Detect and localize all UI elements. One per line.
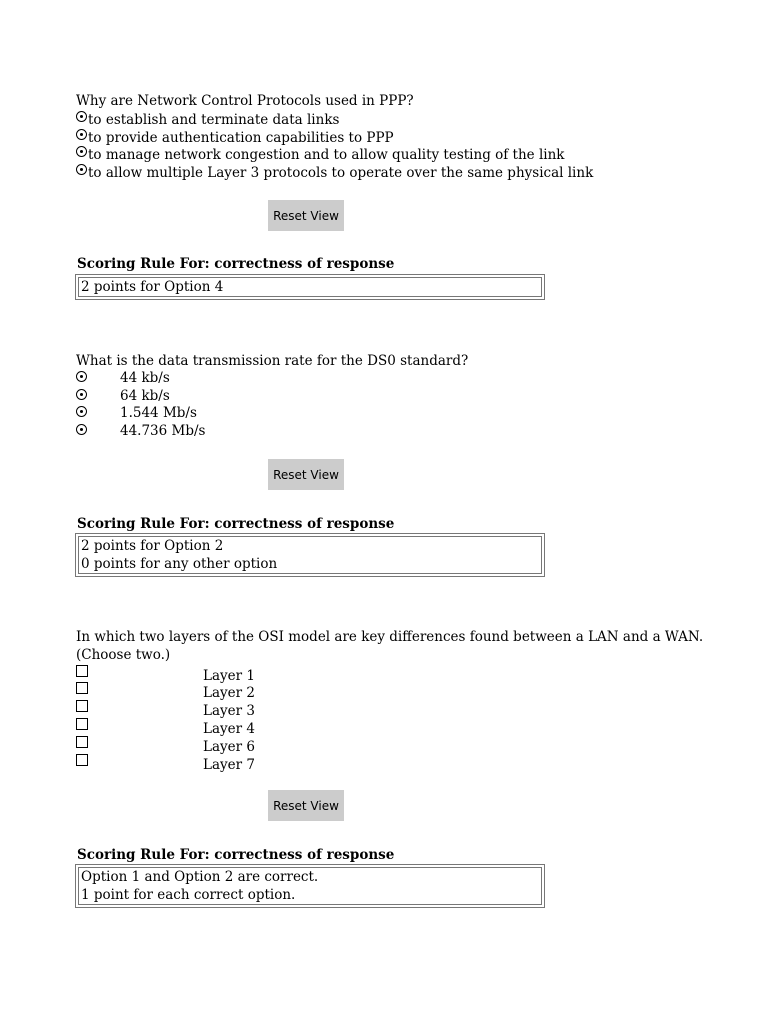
checkbox-icon[interactable] xyxy=(76,736,88,748)
radio-button-icon[interactable] xyxy=(76,146,87,157)
option-label: 64 kb/s xyxy=(120,387,170,404)
q2-scoring-box xyxy=(75,533,545,577)
option-label: 1.544 Mb/s xyxy=(120,405,197,422)
radio-button-icon[interactable] xyxy=(76,406,87,417)
option-label: Layer 7 xyxy=(203,756,255,773)
radio-button-icon[interactable] xyxy=(76,389,87,400)
option-label: 44.736 Mb/s xyxy=(120,423,206,440)
question-1 xyxy=(76,93,696,182)
q2-option-4[interactable] xyxy=(76,424,696,442)
q3-option-6[interactable] xyxy=(76,754,696,772)
q2-option-3[interactable] xyxy=(76,406,696,424)
q1-scoring-box xyxy=(75,274,545,300)
radio-button-icon[interactable] xyxy=(76,111,87,122)
option-label: Layer 4 xyxy=(203,720,255,737)
checkbox-icon[interactable] xyxy=(76,700,88,712)
option-label: 44 kb/s xyxy=(120,369,170,386)
scoring-line: 1 point for each correct option. xyxy=(81,887,296,903)
scoring-line: 2 points for Option 2 xyxy=(81,538,224,554)
checkbox-icon[interactable] xyxy=(76,718,88,730)
q1-option-3[interactable] xyxy=(76,146,696,164)
q1-reset-view-button[interactable]: Reset View xyxy=(268,200,344,231)
q2-option-1[interactable] xyxy=(76,371,696,389)
radio-button-icon[interactable] xyxy=(76,371,87,382)
q3-option-5[interactable] xyxy=(76,736,696,754)
option-label: to establish and terminate data links xyxy=(88,111,340,128)
q1-scoring-title: Scoring Rule For: correctness of response xyxy=(77,256,395,272)
q1-scoring-content xyxy=(78,277,542,297)
checkbox-icon[interactable] xyxy=(76,665,88,677)
q3-scoring-title: Scoring Rule For: correctness of response xyxy=(77,847,395,863)
scoring-line: 0 points for any other option xyxy=(81,556,278,572)
scoring-line: Option 1 and Option 2 are correct. xyxy=(81,869,319,885)
q3-scoring-box xyxy=(75,864,545,908)
q3-scoring-content xyxy=(78,867,542,905)
option-label: Layer 1 xyxy=(203,667,255,684)
scoring-line: 2 points for Option 4 xyxy=(81,279,224,295)
q1-option-1[interactable] xyxy=(76,111,696,129)
question-2 xyxy=(76,353,696,442)
option-label: to manage network congestion and to allow quality testing of the link xyxy=(88,147,565,164)
radio-button-icon[interactable] xyxy=(76,164,87,175)
radio-button-icon[interactable] xyxy=(76,129,87,140)
radio-button-icon[interactable] xyxy=(76,424,87,435)
question-3 xyxy=(76,629,704,773)
question-3-text-line-2: (Choose two.) xyxy=(76,646,171,663)
q3-option-4[interactable] xyxy=(76,718,696,736)
q2-scoring-content xyxy=(78,536,542,574)
checkbox-icon[interactable] xyxy=(76,754,88,766)
question-1-text: Why are Network Control Protocols used in PPP? xyxy=(76,93,414,109)
q3-option-2[interactable] xyxy=(76,682,696,700)
q2-scoring-title: Scoring Rule For: correctness of response xyxy=(77,516,395,532)
option-label: to provide authentication capabilities to PPP xyxy=(88,129,394,146)
question-2-text: What is the data transmission rate for the DS0 standard? xyxy=(76,353,469,369)
q3-option-1[interactable] xyxy=(76,665,696,683)
question-3-text-line-1: In which two layers of the OSI model are key differences found between a LAN and a WAN. xyxy=(76,629,704,645)
q3-option-3[interactable] xyxy=(76,700,696,718)
q2-reset-view-button[interactable]: Reset View xyxy=(268,459,344,490)
q1-option-2[interactable] xyxy=(76,129,696,147)
checkbox-icon[interactable] xyxy=(76,682,88,694)
q2-option-2[interactable] xyxy=(76,389,696,407)
option-label: Layer 6 xyxy=(203,738,255,755)
q3-reset-view-button[interactable]: Reset View xyxy=(268,790,344,821)
q1-option-4[interactable] xyxy=(76,164,696,182)
option-label: to allow multiple Layer 3 protocols to operate over the same physical link xyxy=(88,165,594,182)
option-label: Layer 3 xyxy=(203,703,255,720)
option-label: Layer 2 xyxy=(203,685,255,702)
